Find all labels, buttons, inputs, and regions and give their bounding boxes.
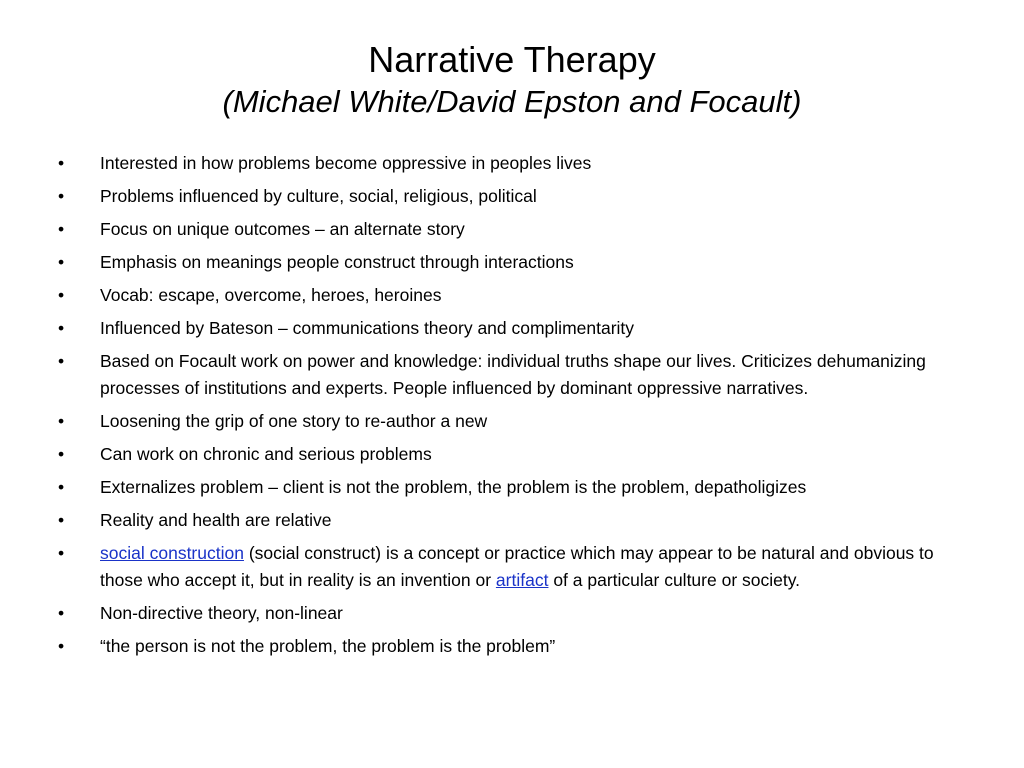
bullet-item bbox=[58, 249, 963, 276]
bullet-item bbox=[58, 282, 963, 309]
social-construction-text-1: (social construct) is a concept or practice which may appear to be natural and obvious to those who accept it, but in reality is an invention or bbox=[100, 543, 934, 590]
bullet-dot: • bbox=[58, 351, 65, 371]
bullet-item bbox=[58, 315, 963, 342]
bullet-item bbox=[58, 507, 963, 534]
bullet-dot: • bbox=[58, 219, 65, 239]
bullet-text: Influenced by Bateson – communications theory and complimentarity bbox=[100, 318, 635, 338]
slide-subtitle: (Michael White/David Epston and Focault) bbox=[222, 84, 802, 119]
bullet-text: “the person is not the problem, the problem is the problem” bbox=[100, 636, 556, 656]
bullet-dot: • bbox=[58, 510, 65, 530]
bullet-dot: • bbox=[58, 477, 65, 497]
bullet-text: Loosening the grip of one story to re-author a new bbox=[100, 411, 488, 431]
bullet-dot: • bbox=[58, 411, 65, 431]
bullet-text bbox=[100, 543, 934, 590]
bullet-dot: • bbox=[58, 636, 65, 656]
bullet-item bbox=[58, 348, 963, 402]
bullet-text: Can work on chronic and serious problems bbox=[100, 444, 432, 464]
bullet-text: Based on Focault work on power and knowledge: individual truths shape our lives. Criticizes dehumanizing processes of institutions and experts. People influenced by dominant oppressive narratives. bbox=[100, 351, 926, 398]
bullet-dot: • bbox=[58, 318, 65, 338]
bullet-item bbox=[58, 150, 963, 177]
bullet-item bbox=[58, 216, 963, 243]
bullet-text: Problems influenced by culture, social, religious, political bbox=[100, 186, 537, 206]
bullet-text: Emphasis on meanings people construct through interactions bbox=[100, 252, 574, 272]
bullet-text: Externalizes problem – client is not the problem, the problem is the problem, depatholigizes bbox=[100, 477, 807, 497]
bullet-item bbox=[58, 408, 963, 435]
bullet-dot: • bbox=[58, 603, 65, 623]
bullet-text: Vocab: escape, overcome, heroes, heroines bbox=[100, 285, 442, 305]
bullet-text: Focus on unique outcomes – an alternate story bbox=[100, 219, 465, 239]
social-construction-link[interactable]: social construction bbox=[100, 543, 244, 563]
bullet-item bbox=[58, 474, 963, 501]
bullet-text: Reality and health are relative bbox=[100, 510, 332, 530]
bullet-dot: • bbox=[58, 543, 65, 563]
bullet-dot: • bbox=[58, 285, 65, 305]
artifact-link[interactable]: artifact bbox=[495, 570, 549, 590]
bullet-item bbox=[58, 633, 963, 660]
bullet-item bbox=[58, 600, 963, 627]
bullet-text: Non-directive theory, non-linear bbox=[100, 603, 343, 623]
title-block bbox=[0, 38, 1024, 122]
bullet-item bbox=[58, 441, 963, 468]
bullet-item bbox=[58, 183, 963, 210]
slide-title: Narrative Therapy bbox=[368, 39, 656, 80]
social-construction-text-2: of a particular culture or society. bbox=[548, 570, 801, 590]
bullet-dot: • bbox=[58, 252, 65, 272]
bullet-dot: • bbox=[58, 186, 65, 206]
bullet-list bbox=[58, 150, 963, 666]
bullet-dot: • bbox=[58, 153, 65, 173]
bullet-text: Interested in how problems become oppressive in peoples lives bbox=[100, 153, 592, 173]
bullet-item-social-construction bbox=[58, 540, 963, 594]
bullet-dot: • bbox=[58, 444, 65, 464]
